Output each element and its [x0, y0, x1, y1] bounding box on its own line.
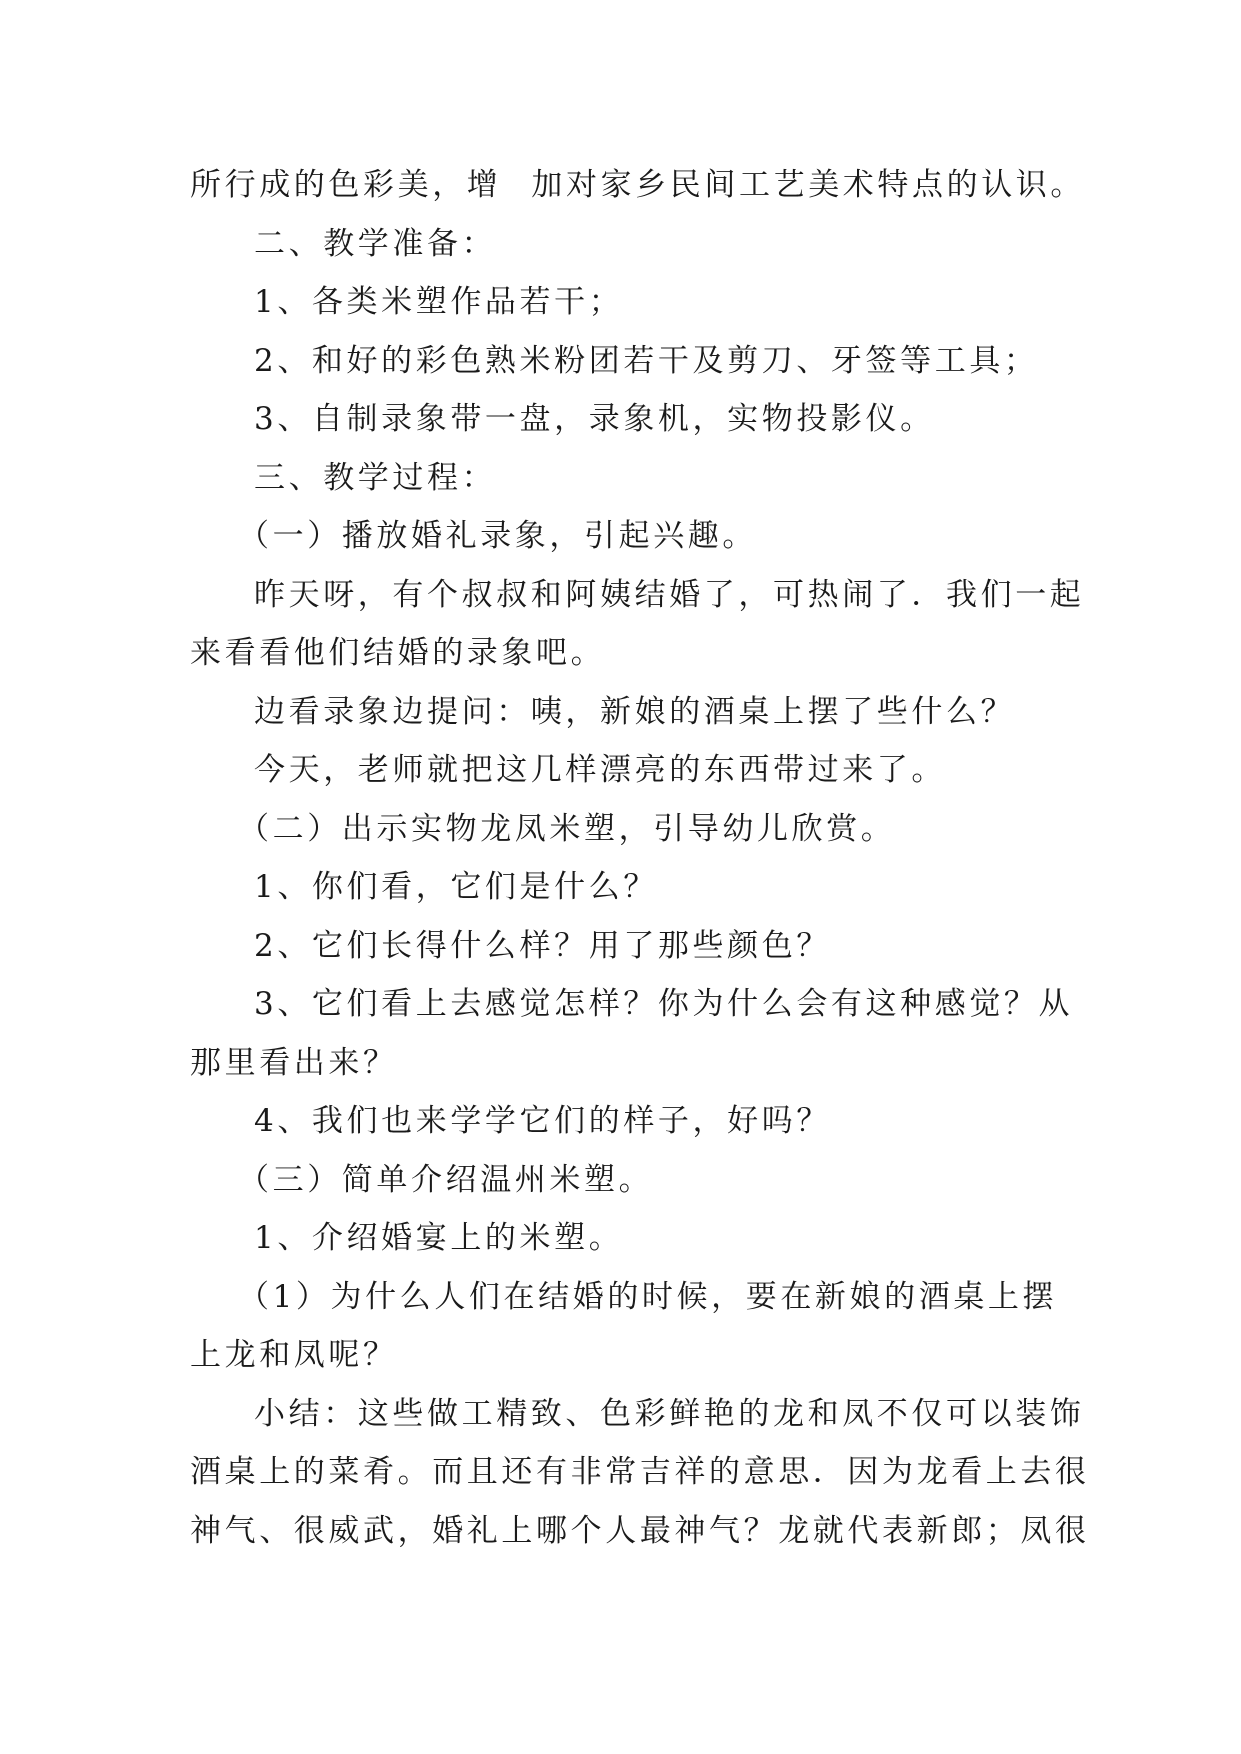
paragraph-line	[190, 156, 1086, 215]
document-body	[190, 156, 1090, 1560]
section-heading: 三、教学过程：	[254, 459, 497, 496]
paragraph-line: 边看录象边提问：咦，新娘的酒桌上摆了些什么？	[254, 693, 1016, 730]
subsection-heading: （三）简单介绍温州米塑。	[238, 1161, 654, 1198]
list-item: 1、各类米塑作品若干；	[254, 284, 624, 320]
subsection-heading: （二）出示实物龙凤米塑，引导幼儿欣赏。	[238, 810, 896, 847]
list-item: 3、自制录象带一盘，录象机，实物投影仪。	[254, 401, 935, 437]
list-item: 2、和好的彩色熟米粉团若干及剪刀、牙签等工具；	[254, 342, 1039, 379]
list-item: 2、它们长得什么样？用了那些颜色？	[254, 927, 831, 964]
paragraph-line: 酒桌上的菜肴。而且还有非常吉祥的意思．因为龙看上去很	[190, 1454, 1090, 1490]
text-segment: 加对家乡民间工艺美术特点的认识。	[531, 167, 1086, 203]
paragraph-line: 上龙和凤呢？	[190, 1337, 398, 1373]
list-item: 3、它们看上去感觉怎样？你为什么会有这种感觉？从	[254, 986, 1074, 1022]
list-item: 4、我们也来学学它们的样子，好吗？	[254, 1103, 831, 1139]
paragraph-line: 昨天呀，有个叔叔和阿姨结婚了，可热闹了．我们一起	[254, 576, 1085, 613]
section-heading: 二、教学准备：	[254, 225, 497, 262]
list-item: 1、你们看，它们是什么？	[254, 869, 658, 905]
paragraph-line: 小结：这些做工精致、色彩鲜艳的龙和凤不仅可以装饰	[254, 1395, 1085, 1432]
paragraph-line: 今天，老师就把这几样漂亮的东西带过来了。	[254, 752, 946, 788]
list-item: （1）为什么人们在结婚的时候，要在新娘的酒桌上摆	[238, 1278, 1058, 1315]
paragraph-line: 那里看出来？	[190, 1044, 398, 1081]
list-item: 1、介绍婚宴上的米塑。	[254, 1220, 624, 1256]
text-segment: 所行成的色彩美，增	[190, 167, 502, 203]
paragraph-line: 来看看他们结婚的录象吧。	[190, 635, 606, 671]
paragraph-line: 神气、很威武，婚礼上哪个人最神气？龙就代表新郎；凤很	[190, 1512, 1090, 1549]
subsection-heading: （一）播放婚礼录象，引起兴趣。	[238, 518, 757, 554]
